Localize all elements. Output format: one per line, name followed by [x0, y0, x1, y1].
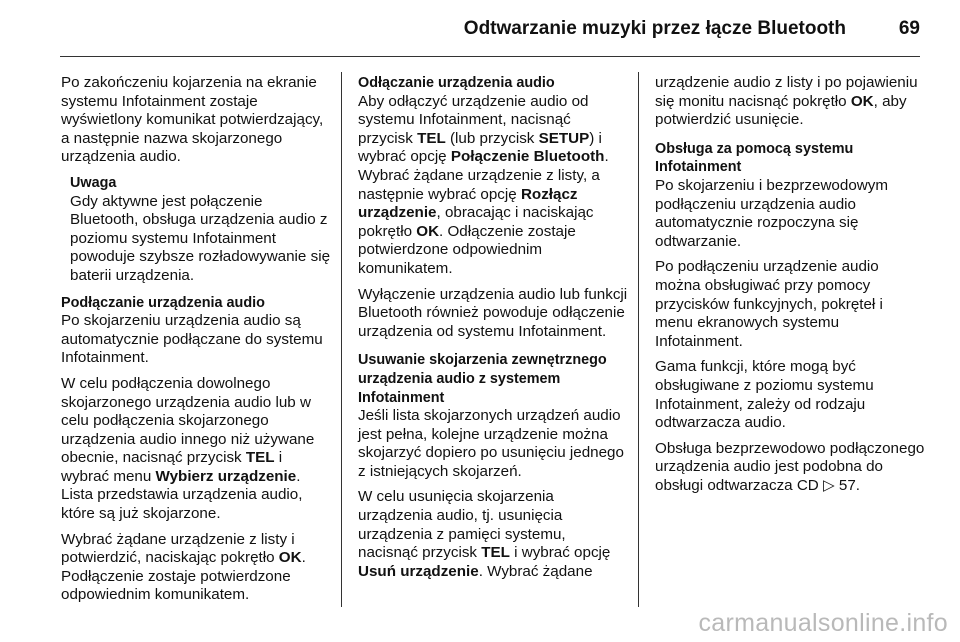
- tel-button-ref: TEL: [245, 449, 275, 467]
- page-title: Odtwarzanie muzyki przez łącze Bluetooth: [463, 18, 846, 39]
- note-text: Gdy aktywne jest połączenie Bluetooth, obsługa urządzenia audio z poziomu systemu Infotainment powoduje szybsze rozładowywanie się baterii urządzenia.: [70, 192, 331, 284]
- heading-remove-pairing: Usuwanie skojarzenia zewnętrznego urządzenia audio z systemem Infotainment: [358, 352, 607, 406]
- heading-operation-via-infotainment: Obsługa za pomocą systemu Infotainment: [655, 140, 854, 176]
- paragraph-pairing-complete: Po zakończeniu kojarzenia na ekranie systemu Infotainment zostaje wyświetlony komunikat potwierdzający, a następnie nazwa skojarzonego urządzenia audio.: [61, 74, 324, 166]
- tel-button-ref: TEL: [417, 129, 446, 147]
- page-header: [0, 0, 960, 56]
- paragraph-remove-confirm: urządzenie audio z listy i po pojawieniu się monitu nacisnąć pokrętło OK, aby potwierdzić usunięcie.: [655, 74, 918, 129]
- heading-disconnecting-audio: Odłączanie urządzenia audio: [358, 75, 555, 91]
- page-reference: 57.: [834, 476, 861, 494]
- column-divider-1: [341, 72, 342, 607]
- note-box: [61, 174, 331, 286]
- header-rule: [60, 56, 920, 57]
- paragraph-controls: Po podłączeniu urządzenie audio można obsługiwać przy pomocy przycisków funkcyjnych, pokręteł i menu ekranowych systemu Infotainment.: [655, 258, 883, 350]
- watermark: carmanualsonline.info: [698, 609, 948, 637]
- paragraph-list-full: Jeśli lista skojarzonych urządzeń audio jest pełna, kolejne urządzenie można skojarzyć dopiero po usunięciu jednego z istniejących skojarzeń.: [358, 407, 624, 480]
- select-device-menu-ref: Wybierz urządzenie: [155, 467, 297, 485]
- triangle-reference-icon: ▷: [822, 476, 835, 494]
- paragraph-switch-off: Wyłączenie urządzenia audio lub funkcji Bluetooth również powoduje odłączenie urządzenia od systemu Infotainment.: [358, 285, 628, 340]
- column-3: [655, 74, 925, 502]
- remove-device-option-ref: Usuń urządzenie: [358, 562, 479, 580]
- ok-knob-ref: OK: [850, 92, 874, 110]
- disconnect-device-option-ref: Rozłącz urządzenie: [358, 185, 578, 222]
- note-title: Uwaga: [70, 174, 117, 191]
- paragraph-function-range: Gama funkcji, które mogą być obsługiwane z poziomu systemu Infotainment, zależy od rodzaju odtwarzacza audio.: [655, 358, 874, 432]
- tel-button-ref: TEL: [481, 544, 510, 562]
- column-divider-2: [638, 72, 639, 607]
- ok-knob-ref: OK: [416, 222, 440, 240]
- paragraph-disconnect-steps: Aby odłączyć urządzenie audio od systemu Infotainment, nacisnąć przycisk TEL (lub przycisk SETUP) i wybrać opcję Połączenie Bluetooth. Wybrać żądane urządzenie z listy, a następnie wybrać opcję Rozłącz urządzenie, obracając i naciskając pokrętło OK. Odłączenie zostaje potwierdzone odpowiednim komunikatem.: [358, 92, 609, 277]
- heading-connecting-audio: Podłączanie urządzenia audio: [61, 294, 265, 311]
- ok-knob-ref: OK: [278, 549, 302, 567]
- paragraph-select-device: Wybrać żądane urządzenie z listy i potwierdzić, naciskając pokrętło OK. Podłączenie zostaje potwierdzone odpowiednim komunikatem.: [61, 530, 306, 604]
- paragraph-auto-connect: Po skojarzeniu urządzenia audio są automatycznie podłączane do systemu Infotainment.: [61, 312, 323, 367]
- column-1: [61, 74, 331, 612]
- setup-button-ref: SETUP: [538, 129, 590, 147]
- bluetooth-connection-option-ref: Połączenie Bluetooth: [450, 148, 605, 166]
- paragraph-remove-steps: W celu usunięcia skojarzenia urządzenia audio, tj. usunięcia urządzenia z pamięci systemu, nacisnąć przycisk TEL i wybrać opcję Usuń urządzenie. Wybrać żądane: [358, 488, 611, 580]
- page-number: 69: [898, 18, 920, 39]
- paragraph-cd-similarity: Obsługa bezprzewodowo podłączonego urządzenia audio jest podobna do obsługi odtwarzacza CD ▷ 57.: [655, 439, 925, 494]
- paragraph-auto-playback: Po skojarzeniu i bezprzewodowym podłączeniu urządzenia audio automatycznie rozpoczyna się odtwarzanie.: [655, 176, 888, 250]
- paragraph-connect-other: W celu podłączenia dowolnego skojarzonego urządzenia audio lub w celu podłączenia skojarzonego urządzenia audio innego niż używane obecnie, nacisnąć przycisk TEL i wybrać menu Wybierz urządzenie. Lista przedstawia urządzenia audio, które są już skojarzone.: [61, 374, 315, 523]
- column-2: [358, 74, 628, 588]
